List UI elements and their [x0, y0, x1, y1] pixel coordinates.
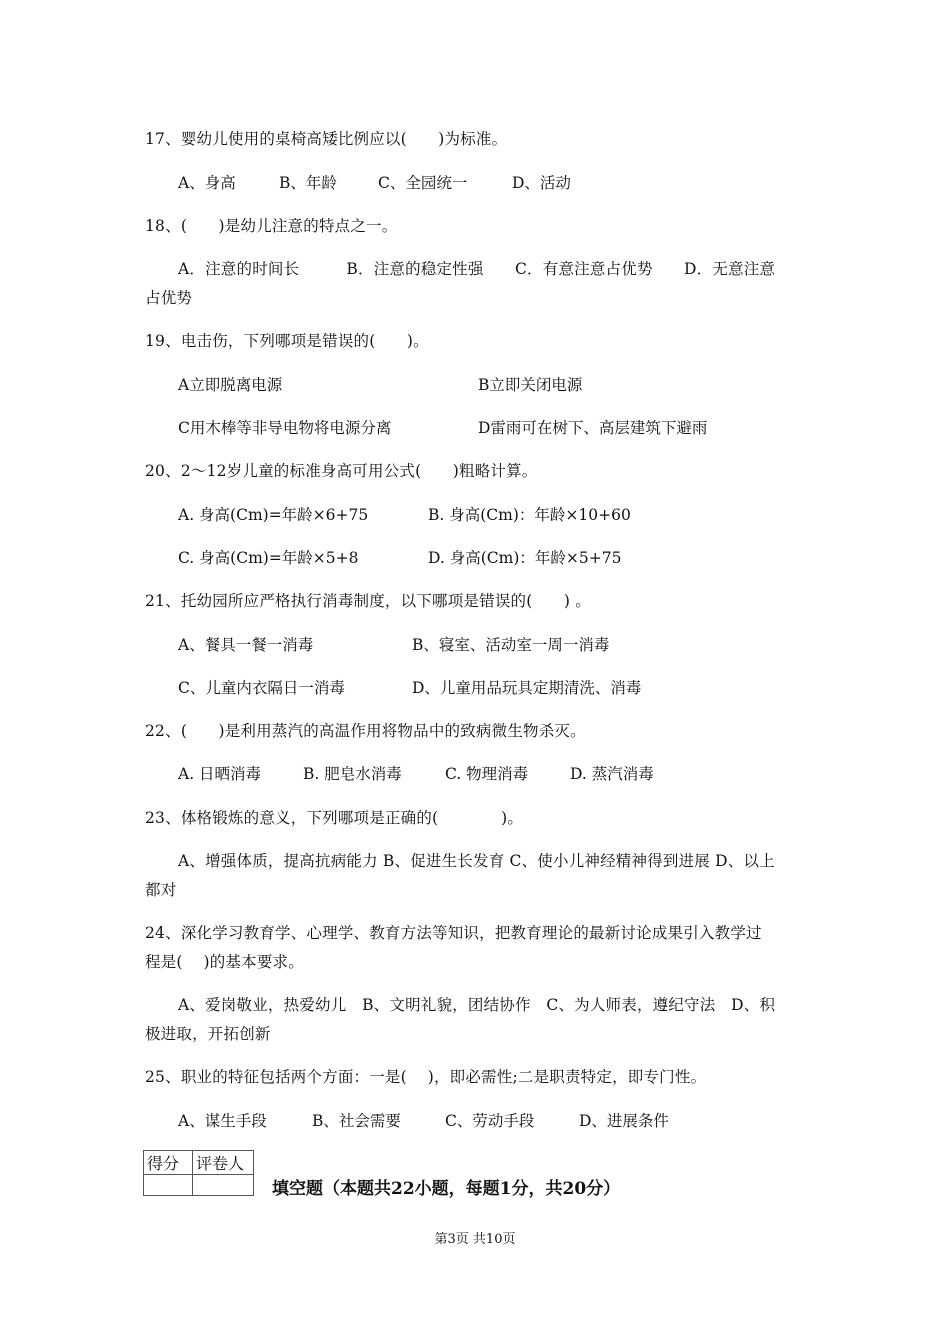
q25-option-d: D、进展条件	[579, 1112, 669, 1130]
score-cell	[144, 1175, 193, 1196]
q19-option-c: C用木棒等非导电物将电源分离	[178, 419, 392, 437]
q25-option-a: A、谋生手段	[178, 1112, 267, 1130]
q24-options-line2: 极进取，开拓创新	[145, 1025, 271, 1043]
q25-option-c: C、劳动手段	[445, 1112, 535, 1130]
q22-option-c: C. 物理消毒	[445, 765, 529, 783]
q22-option-a: A. 日晒消毒	[178, 765, 262, 783]
q21-option-a: A、餐具一餐一消毒	[178, 636, 314, 654]
q17-option-d: D、活动	[512, 174, 571, 192]
q18-stem: 18、( )是幼儿注意的特点之一。	[145, 217, 398, 235]
q21-option-b: B、寝室、活动室一周一消毒	[412, 636, 610, 654]
q25-option-b: B、社会需要	[312, 1112, 401, 1130]
q17-option-b: B、年龄	[279, 174, 337, 192]
q23-stem: 23、体格锻炼的意义，下列哪项是正确的( )。	[145, 809, 524, 827]
q22-stem: 22、( )是利用蒸汽的高温作用将物品中的致病微生物杀灭。	[145, 722, 586, 740]
q21-stem: 21、托幼园所应严格执行消毒制度，以下哪项是错误的( ) 。	[145, 592, 591, 610]
q17-option-c: C、全园统一	[378, 174, 468, 192]
q18-options-line2: 占优势	[145, 289, 193, 307]
score-table	[143, 1150, 254, 1196]
q19-option-d: D雷雨可在树下、高层建筑下避雨	[478, 419, 708, 437]
page-footer: 第3页 共10页	[434, 1232, 516, 1247]
q21-option-c: C、儿童内衣隔日一消毒	[178, 679, 345, 697]
q19-option-a: A立即脱离电源	[178, 376, 283, 394]
q17-option-a: A、身高	[178, 174, 236, 192]
q20-stem: 20、2～12岁儿童的标准身高可用公式( )粗略计算。	[145, 462, 538, 480]
q22-option-d: D. 蒸汽消毒	[570, 765, 654, 783]
q23-options-line2: 都对	[145, 881, 177, 899]
q17-stem: 17、婴幼儿使用的桌椅高矮比例应以( )为标准。	[145, 130, 508, 148]
score-header: 得分	[144, 1151, 193, 1175]
q19-stem: 19、电击伤，下列哪项是错误的( )。	[145, 332, 429, 350]
grader-cell	[193, 1175, 254, 1196]
q20-option-d: D. 身高(Cm)：年龄×5+75	[428, 549, 622, 567]
q20-option-a: A. 身高(Cm)=年龄×6+75	[178, 506, 369, 524]
q19-option-b: B立即关闭电源	[478, 376, 583, 394]
q20-option-b: B. 身高(Cm)：年龄×10+60	[428, 506, 631, 524]
q18-options-line1: A．注意的时间长 B．注意的稳定性强 C．有意注意占优势 D．无意注意	[178, 260, 776, 278]
q24-stem-line1: 24、深化学习教育学、心理学、教育方法等知识，把教育理论的最新讨论成果引入教学过	[145, 924, 762, 942]
q25-stem: 25、职业的特征包括两个方面：一是( )，即必需性;二是职责特定，即专门性。	[145, 1068, 707, 1086]
q22-option-b: B. 肥皂水消毒	[303, 765, 402, 783]
q24-stem-line2: 程是( )的基本要求。	[145, 953, 304, 971]
q20-option-c: C. 身高(Cm)=年龄×5+8	[178, 549, 359, 567]
q21-option-d: D、儿童用品玩具定期清洗、消毒	[412, 679, 642, 697]
section-title: 填空题（本题共22小题，每题1分，共20分）	[272, 1179, 621, 1199]
q23-options-line1: A、增强体质，提高抗病能力 B、促进生长发育 C、使小儿神经精神得到进展 D、以上	[178, 852, 775, 870]
grader-header: 评卷人	[193, 1151, 254, 1175]
q24-options-line1: A、爱岗敬业，热爱幼儿 B、文明礼貌，团结协作 C、为人师表，遵纪守法 D、积	[178, 996, 776, 1014]
